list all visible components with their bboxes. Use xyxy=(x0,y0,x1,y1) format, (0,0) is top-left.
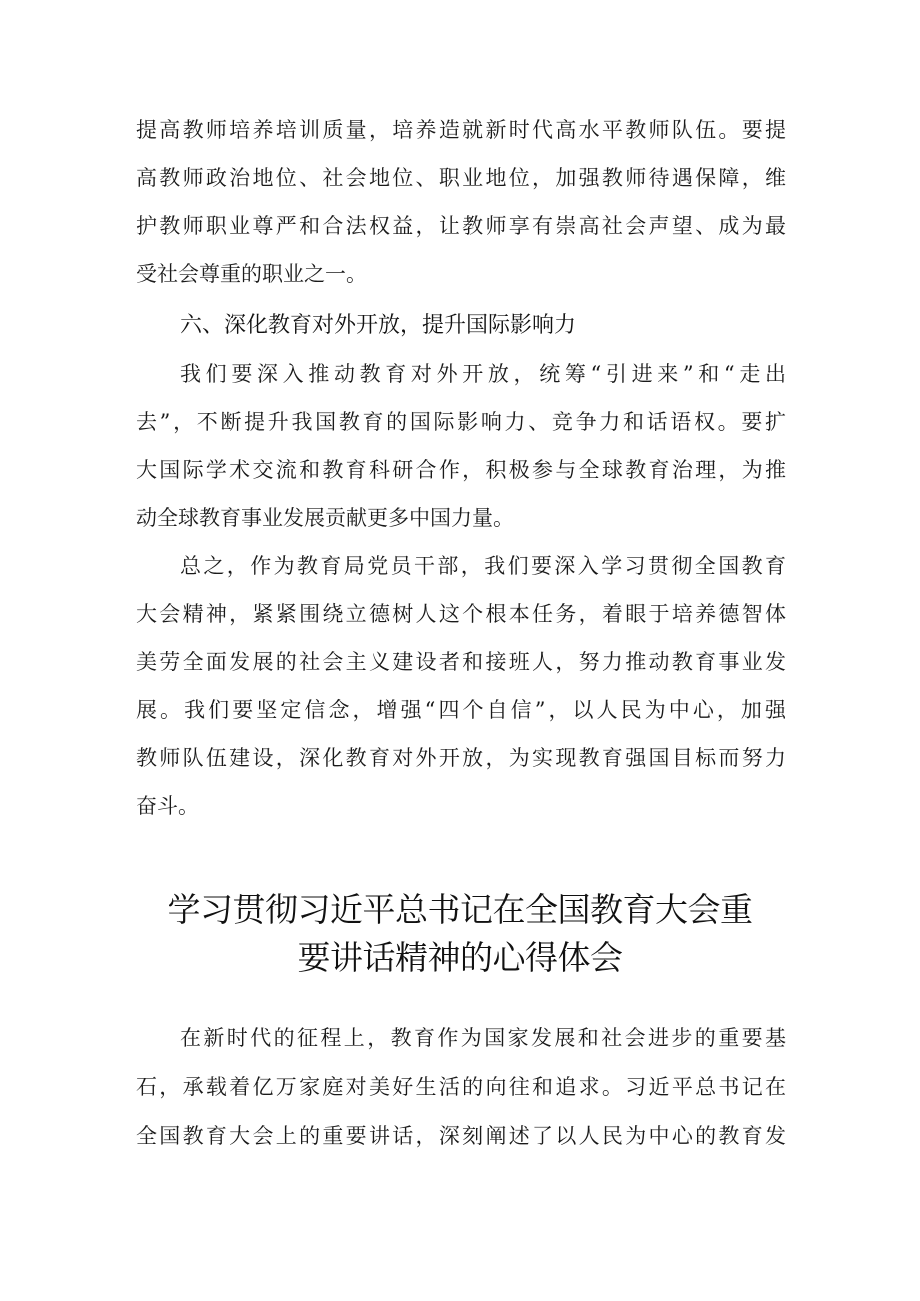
section-6-line: 我们要深入推动教育对外开放，统筹“引进来”和“走出 xyxy=(180,362,786,386)
conclusion-line: 美劳全面发展的社会主义建设者和接班人，努力推动教育事业发 xyxy=(136,650,786,674)
article-title-line: 学习贯彻习近平总书记在全国教育大会重 xyxy=(167,890,753,929)
conclusion-line: 展。我们要坚定信念，增强“四个自信”，以人民为中心，加强 xyxy=(136,698,786,722)
conclusion-line: 总之，作为教育局党员干部，我们要深入学习贯彻全国教育 xyxy=(180,554,786,578)
paragraph-1-line: 受社会尊重的职业之一。 xyxy=(136,262,367,286)
paragraph-1-line: 高教师政治地位、社会地位、职业地位，加强教师待遇保障，维 xyxy=(136,166,786,190)
article-intro-line: 全国教育大会上的重要讲话，深刻阐述了以人民为中心的教育发 xyxy=(136,1124,786,1148)
section-6-line: 大国际学术交流和教育科研合作，积极参与全球教育治理，为推 xyxy=(136,458,786,482)
article-intro-line: 在新时代的征程上，教育作为国家发展和社会进步的重要基 xyxy=(180,1026,786,1050)
section-6-line: 去”，不断提升我国教育的国际影响力、竞争力和话语权。要扩 xyxy=(136,410,786,434)
section-heading: 六、深化教育对外开放，提升国际影响力 xyxy=(180,313,577,338)
section-6-line: 动全球教育事业发展贡献更多中国力量。 xyxy=(136,506,514,530)
paragraph-1-line: 护教师职业尊严和合法权益，让教师享有崇高社会声望、成为最 xyxy=(136,214,786,238)
conclusion-line: 奋斗。 xyxy=(136,794,199,818)
article-intro-line: 石，承载着亿万家庭对美好生活的向往和追求。习近平总书记在 xyxy=(136,1075,786,1099)
conclusion-line: 教师队伍建设，深化教育对外开放，为实现教育强国目标而努力 xyxy=(136,746,786,770)
conclusion-line: 大会精神，紧紧围绕立德树人这个根本任务，着眼于培养德智体 xyxy=(136,602,786,626)
paragraph-1-line: 提高教师培养培训质量，培养造就新时代高水平教师队伍。要提 xyxy=(136,118,786,142)
article-title-line: 要讲话精神的心得体会 xyxy=(297,938,623,977)
